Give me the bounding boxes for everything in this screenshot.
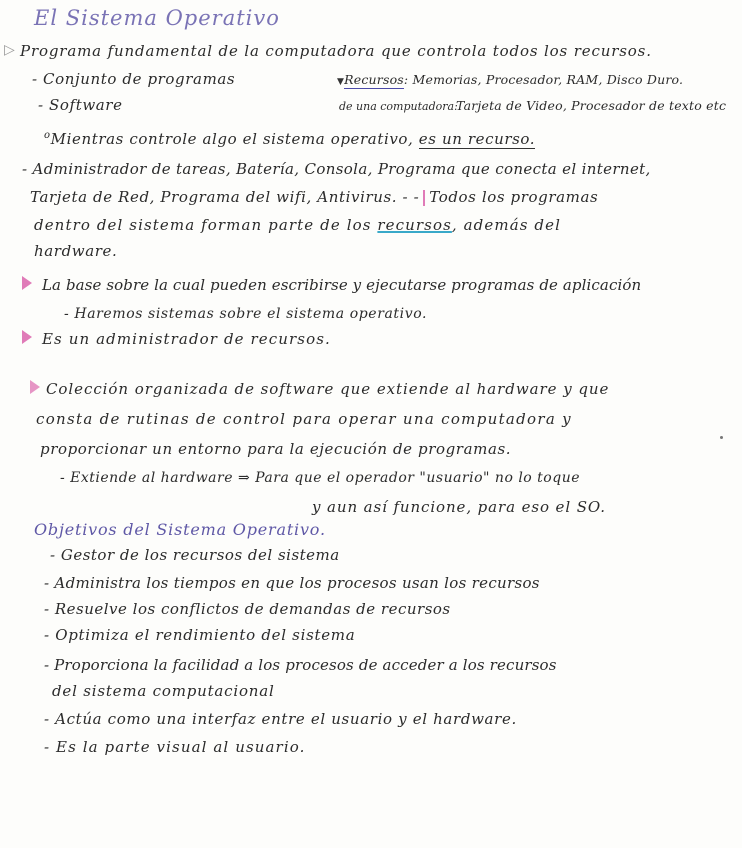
page-title: El Sistema Operativo bbox=[34, 6, 280, 30]
recursos-line: ▼Recursos: Memorias, Procesador, RAM, Disco Duro. bbox=[337, 72, 684, 87]
arrow-right-icon bbox=[22, 330, 32, 344]
highlight-bar bbox=[423, 190, 425, 206]
coleccion-line-5: y aun así funcione, para eso el SO. bbox=[312, 498, 606, 516]
coleccion-line-4: - Extiende al hardware ⇒ Para que el operador "usuario" no lo toque bbox=[60, 470, 580, 486]
coleccion-line-2: consta de rutinas de control para operar una computadora y bbox=[36, 410, 572, 428]
objetivo-item: - Es la parte visual al usuario. bbox=[44, 738, 306, 756]
base-line-3: Es un administrador de recursos. bbox=[42, 330, 331, 348]
definition-line-1: Programa fundamental de la computadora que controla todos los recursos. bbox=[20, 42, 652, 60]
recursos-list-2: Tarjeta de Video, Procesador de texto etc bbox=[456, 98, 727, 113]
arrow-right-icon bbox=[30, 380, 40, 394]
admin-line-1: - Administrador de tareas, Batería, Consola, Programa que conecta el internet, bbox=[22, 160, 651, 178]
objetivo-item: - Resuelve los conflictos de demandas de recursos bbox=[44, 600, 451, 618]
admin-line-3-pre: dentro del sistema forman parte de los bbox=[34, 216, 378, 234]
objetivo-item: - Optimiza el rendimiento del sistema bbox=[44, 626, 356, 644]
mientras-line: $^o$Mientras controle algo el sistema operativo, es un recurso. bbox=[44, 130, 536, 148]
bullet-software: - Software bbox=[38, 96, 123, 114]
bullet-conjunto: - Conjunto de programas bbox=[32, 70, 236, 88]
es-un-recurso: es un recurso. bbox=[418, 130, 536, 148]
arrow-right-icon bbox=[22, 276, 32, 290]
base-line-2: - Haremos sistemas sobre el sistema operativo. bbox=[64, 306, 428, 322]
admin-line-3 bbox=[34, 216, 561, 234]
objetivo-item: - Proporciona la facilidad a los procesos de acceder a los recursos bbox=[44, 656, 557, 674]
recursos-list: : Memorias, Procesador, RAM, Disco Duro. bbox=[403, 72, 684, 87]
objetivo-item: del sistema computacional bbox=[52, 682, 275, 700]
objetivos-title: Objetivos del Sistema Operativo. bbox=[34, 520, 326, 539]
stray-dot bbox=[720, 436, 723, 439]
recursos-highlight: recursos bbox=[377, 216, 452, 234]
arrow-right-icon: ▷ bbox=[4, 42, 15, 58]
objetivo-item: - Actúa como una interfaz entre el usuario y el hardware. bbox=[44, 710, 517, 728]
objetivo-item: - Administra los tiempos en que los procesos usan los recursos bbox=[44, 574, 540, 592]
objetivo-item: - Gestor de los recursos del sistema bbox=[50, 546, 340, 564]
admin-line-2-post: Todos los programas bbox=[429, 188, 599, 206]
admin-line-2-pre: Tarjeta de Red, Programa del wifi, Antivirus. - - bbox=[30, 188, 420, 206]
admin-line-4: hardware. bbox=[34, 242, 118, 260]
admin-line-3-post: , además del bbox=[451, 216, 561, 234]
coleccion-line-1: Colección organizada de software que extiende al hardware y que bbox=[46, 380, 610, 398]
base-line-1: La base sobre la cual pueden escribirse y ejecutarse programas de aplicación bbox=[42, 276, 642, 294]
coleccion-line-3: proporcionar un entorno para la ejecución de programas. bbox=[40, 440, 512, 458]
recursos-label: Recursos bbox=[344, 72, 404, 87]
admin-line-2 bbox=[30, 188, 598, 206]
mientras-text: Mientras controle algo el sistema operativo, bbox=[50, 130, 419, 148]
de-una-computadora: de una computadora: bbox=[339, 100, 458, 113]
